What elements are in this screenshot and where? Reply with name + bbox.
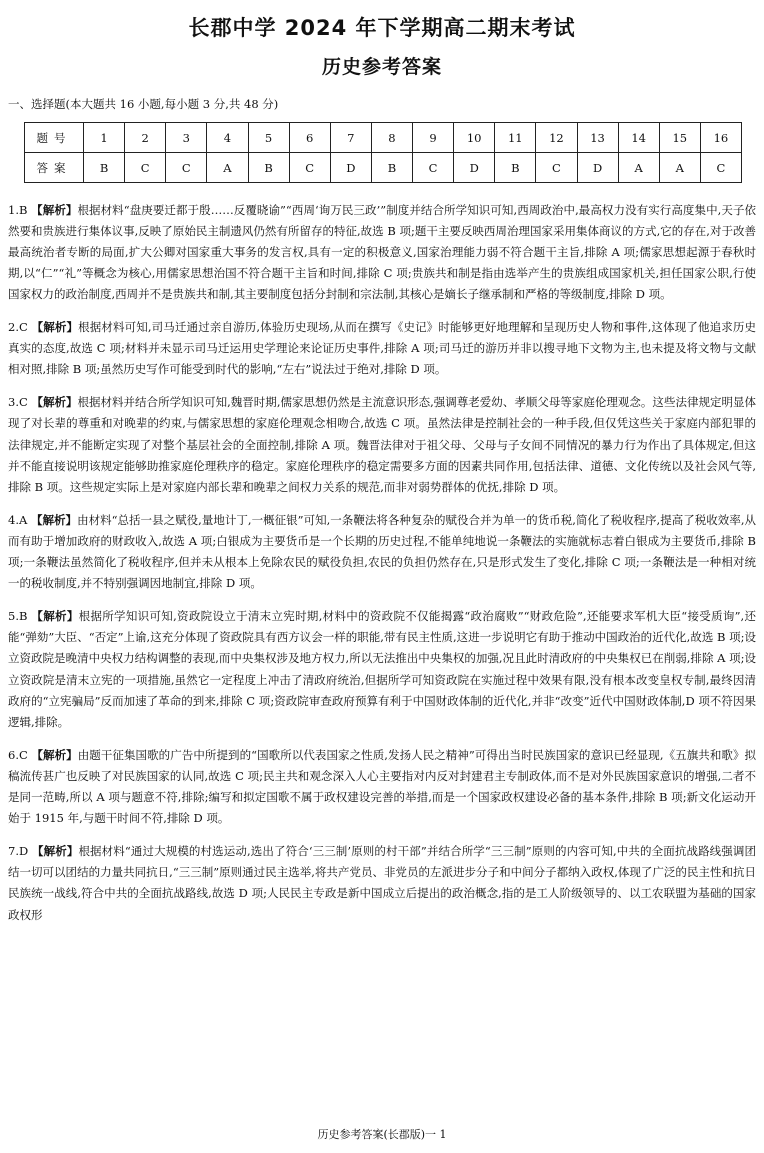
question-number-cell: 13 [577,123,618,153]
question-number-cell: 12 [536,123,577,153]
row-label-number: 题号 [25,123,84,153]
answer-cell: C [166,153,207,183]
analysis-tag: 【解析】 [31,843,79,858]
question-number-cell: 8 [371,123,412,153]
item-number: 2.C [8,320,28,335]
analysis-tag: 【解析】 [31,608,79,623]
analysis-tag: 【解析】 [31,202,78,217]
item-text: 根据所学知识可知,资政院设立于清末立宪时期,材料中的资政院不仅能揭露“政治腐败”“财政危险”,还能要求军机大臣“接受质询”,还能“弹劾”大臣、“否定”上谕,这充分体现了资政院具有西方议会一样的职能,带有民主性质,这进一步说明它有助于推动中国政治的近代化,故选 B 项;设立资政院是晚清中央权力结构调整的表现,而中央集权涉及地方权力,所以无法推出中央集权的加强,况且此时清政府的中央集权已在削弱,排除 A 项;设立资政院是清末立宪的一项措施,虽然它一定程度上冲击了清政府统治,但据所学可知资政院在实施过程中效果有限,没有根本改变皇权专制,最终因清政府的“立宪骗局”反而加速了革命的到来,排除 C 项;资政院审查政府预算有利于中国财政体制的近代化,并非“改变”近代中国财政体制,D 项不符因果逻辑,排除。 [8,608,757,729]
item-text: 根据材料可知,司马迁通过亲自游历,体验历史现场,从而在撰写《史记》时能够更好地理解和呈现历史人物和事件,这体现了他追求历史真实的态度,故选 C 项;材料并未显示司马迁运用史学理论来论证历史事件,排除 A 项;司马迁的游历并非以搜寻地下文物为主,也未提及将文物与文献相对照,排除 B 项;虽然历史写作可能受到时代的影响,“左右”说法过于绝对,排除 D 项。 [8,320,757,377]
analysis-tag: 【解析】 [30,512,78,527]
question-number-cell: 3 [166,123,207,153]
item-number: 7.D [8,843,29,858]
section-heading-choice: 一、选择题(本大题共 16 小题,每小题 3 分,共 48 分) [8,97,279,111]
answer-row [25,153,742,183]
answer-table [24,122,742,183]
answer-cell: D [454,153,495,183]
answer-cell: C [413,153,454,183]
answer-cell: B [84,153,125,183]
question-number-cell: 10 [454,123,495,153]
explanation-item [8,745,756,830]
answer-cell: B [248,153,289,183]
item-number: 6.C [8,747,28,762]
analysis-tag: 【解析】 [31,747,78,762]
question-number-cell: 16 [700,123,741,153]
explanation-item [8,200,756,306]
question-number-cell: 15 [659,123,700,153]
item-number: 1.B [8,202,28,217]
item-text: 由题干征集国歌的广告中所提到的“国歌所以代表国家之性质,发扬人民之精神”可得出当时民族国家的意识已经显现,《五旗共和歌》拟稿流传甚广也反映了对民族国家的认同,故选 C 项;民主共和观念深入人心主要指对内反对封建君主专制政体,而不是对外民族国家意识的增强,二者不是同一范畴,所以 A 项与题意不符,排除;编写和拟定国歌不属于政权建设完善的举措,而是一个国家政权建设必备的基本条件,排除 B 项;新文化运动开始于 1915 年,与题干时间不符,排除 D 项。 [8,747,757,826]
question-number-cell: 7 [330,123,371,153]
answer-cell: D [330,153,371,183]
question-number-cell: 5 [248,123,289,153]
explanation-item [8,510,756,595]
question-number-cell: 2 [125,123,166,153]
question-number-cell: 14 [618,123,659,153]
answer-cell: C [289,153,330,183]
question-number-row [25,123,742,153]
item-number: 4.A [8,512,28,527]
item-text: 根据材料“盘庚要迁都于殷……反覆晓谕”“西周‘询万民三政’”制度并结合所学知识可知,西周政治中,最高权力没有实行高度集中,天子依然要和贵族进行集体议事,反映了原始民主制遗风仍然有所留存的特征,故选 B 项;题干主要反映西周治理国家采用集体商议的方式,它的存在,对于改善最高统治者专断的局面,扩大公卿对国家重大事务的发言权,具有一定的积极意义,国家治理能力弱不符合题干主旨,排除 A 项;儒家思想起源于春秋时期,以“仁”“礼”等概念为核心,用儒家思想治国不符合题干主旨和时间,排除 C 项;贵族共和制是指由选举产生的贵族组成国家机关,担任国家公职,行使国家权力的政治制度,西周并不是贵族共和制,其主要制度包括分封制和宗法制,其核心是嫡长子继承制和严格的等级制度,排除 D 项。 [8,202,757,302]
answer-cell: A [618,153,659,183]
answer-cell: C [125,153,166,183]
question-number-cell: 11 [495,123,536,153]
explanation-item [8,841,756,926]
answer-cell: A [659,153,700,183]
question-number-cell: 9 [413,123,454,153]
answer-cell: C [536,153,577,183]
exam-subtitle: 历史参考答案 [321,56,442,78]
analysis-tag: 【解析】 [31,320,79,335]
page-footer: 历史参考答案(长郡版)一 1 [317,1128,447,1141]
question-number-cell: 6 [289,123,330,153]
answer-cell: A [207,153,248,183]
explanation-item [8,392,756,498]
answer-cell: D [577,153,618,183]
item-text: 由材料“总括一县之赋役,量地计丁,一概征银”可知,一条鞭法将各种复杂的赋役合并为单一的货币税,简化了税收程序,提高了税收效率,从而有助于增加政府的财政收入,故选 A 项;白银成为主要货币是一个长期的历史过程,不能单纯地说一条鞭法的实施就标志着白银成为主要货币,排除 B 项;一条鞭法虽然简化了税收程序,但并未从根本上免除农民的赋役负担,农民的负担仍然存在,只是形式发生了变化,排除 C 项;一条鞭法是一种相对统一的税收制度,并不特别强调因地制宜,排除 D 项。 [8,512,757,591]
explanation-item [8,317,756,381]
explanation-list [8,188,756,926]
answer-cell: B [371,153,412,183]
question-number-cell: 4 [207,123,248,153]
exam-title: 长郡中学 2024 年下学期高二期末考试 [188,16,576,40]
answer-cell: B [495,153,536,183]
answer-cell: C [700,153,741,183]
item-text: 根据材料“通过大规模的村选运动,选出了符合‘三三制’原则的村干部”并结合所学“三三制”原则的内容可知,中共的全面抗战路线强调团结一切可以团结的力量共同抗日,“三三制”原则通过民主选举,将共产党员、非党员的左派进步分子和中间分子都纳入政权,体现了广泛的民主性和抗日民族统一战线,符合中共的全面抗战路线,故选 D 项;人民民主专政是新中国成立后提出的政治概念,指的是工人阶级领导的、以工农联盟为基础的国家政权形 [8,843,757,922]
item-text: 根据材料并结合所学知识可知,魏晋时期,儒家思想仍然是主流意识形态,强调尊老爱幼、孝顺父母等家庭伦理观念。这些法律规定明显体现了对长辈的尊重和对晚辈的约束,与儒家思想的家庭伦理观念相吻合,故选 C 项。虽然法律是控制社会的一种手段,但仅凭这些关于家庭内部犯罪的法律规定,并不能断定实现了对整个基层社会的全面控制,排除 A 项。魏晋法律对于祖父母、父母与子女间不同情况的暴力行为作出了具体规定,但这并不能直接说明该规定能够助推家庭伦理秩序的稳定。家庭伦理秩序的稳定需要多方面的因素共同作用,包括法律、道德、文化传统以及社会风气等,排除 B 项。这些规定实际上是对家庭内部长辈和晚辈之间权力关系的规范,而非对弱势群体的优抚,排除 D 项。 [8,395,757,494]
explanation-item [8,606,756,733]
question-number-cell: 1 [84,123,125,153]
item-number: 3.C [8,395,28,410]
row-label-answer: 答案 [25,153,84,183]
item-number: 5.B [8,608,28,623]
analysis-tag: 【解析】 [31,395,78,410]
